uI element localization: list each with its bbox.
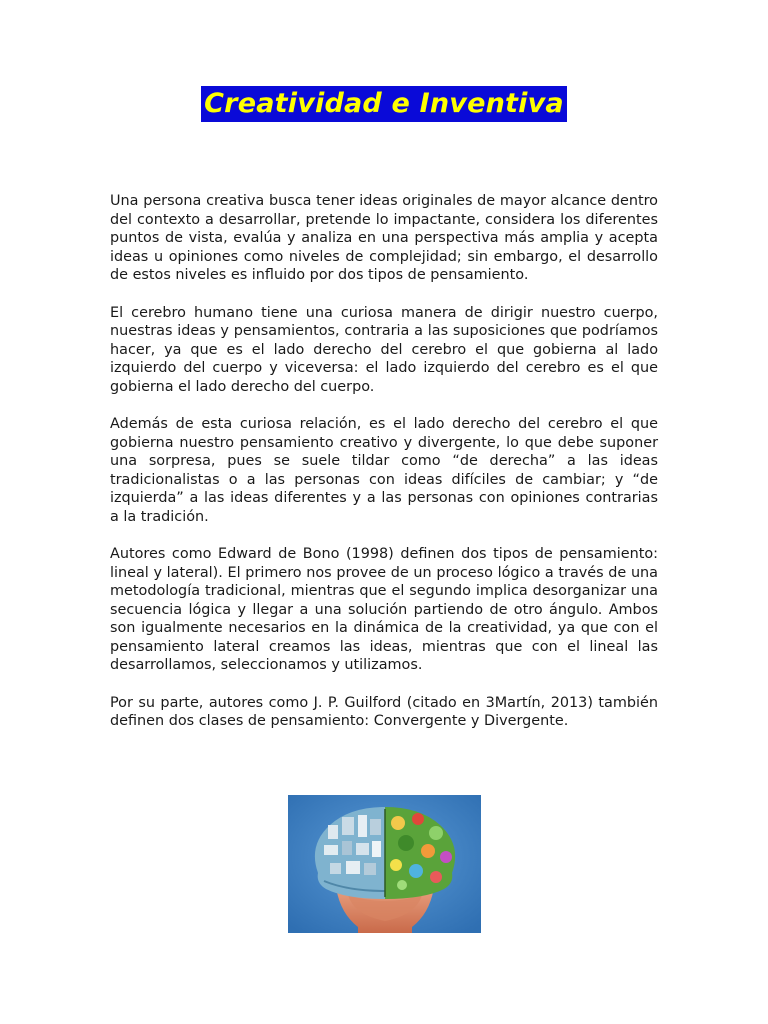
paragraph-1: Una persona creativa busca tener ideas originales de mayor alcance dentro del contexto a desarrollar, pretende lo impactante, considera los diferentes puntos de vista, evalúa y analiza en una perspectiva más amplia y acepta ideas u opiniones como niveles de complejidad; sin embargo, el desarrollo de estos niveles es influido por dos tipos de pensamiento.	[110, 193, 658, 283]
brain-illustration-icon	[288, 795, 481, 933]
document-body	[110, 192, 658, 750]
document-title: Creatividad e Inventiva	[201, 86, 567, 122]
paragraph-5: Por su parte, autores como J. P. Guilford (citado en 3Martín, 2013) también definen dos clases de pensamiento: Convergente y Divergente.	[110, 694, 658, 729]
paragraph-2: El cerebro humano tiene una curiosa manera de dirigir nuestro cuerpo, nuestras ideas y pensamientos, contraria a las suposiciones que podríamos hacer, ya que es el lado derecho del cerebro el que gobierna al lado izquierdo del cuerpo y viceversa: el lado izquierdo del cerebro es el que gobierna el lado derecho del cuerpo.	[110, 304, 658, 395]
title-container	[0, 86, 768, 122]
paragraph-3: Además de esta curiosa relación, es el lado derecho del cerebro el que gobierna nuestro pensamiento creativo y divergente, lo que debe suponer una sorpresa, pues se suele tildar como “de derecha” a las ideas tradicionalistas o a las personas con ideas difíciles de cambiar; y “de izquierda” a las ideas diferentes y a las personas con opiniones contrarias a la tradición.	[110, 416, 658, 525]
paragraph-4: Autores como Edward de Bono (1998) definen dos tipos de pensamiento: lineal y lateral). El primero nos provee de un proceso lógico a través de una metodología tradicional, mientras que el segundo implica desorganizar una secuencia lógica y llegar a una solución partiendo de otro ángulo. Ambos son igualmente necesarios en la dinámica de la creatividad, ya que con el pensamiento lateral creamos las ideas, mientras que con el lineal las desarrollamos, seleccionamos y utilizamos.	[110, 546, 658, 673]
brain-illustration	[288, 795, 481, 933]
